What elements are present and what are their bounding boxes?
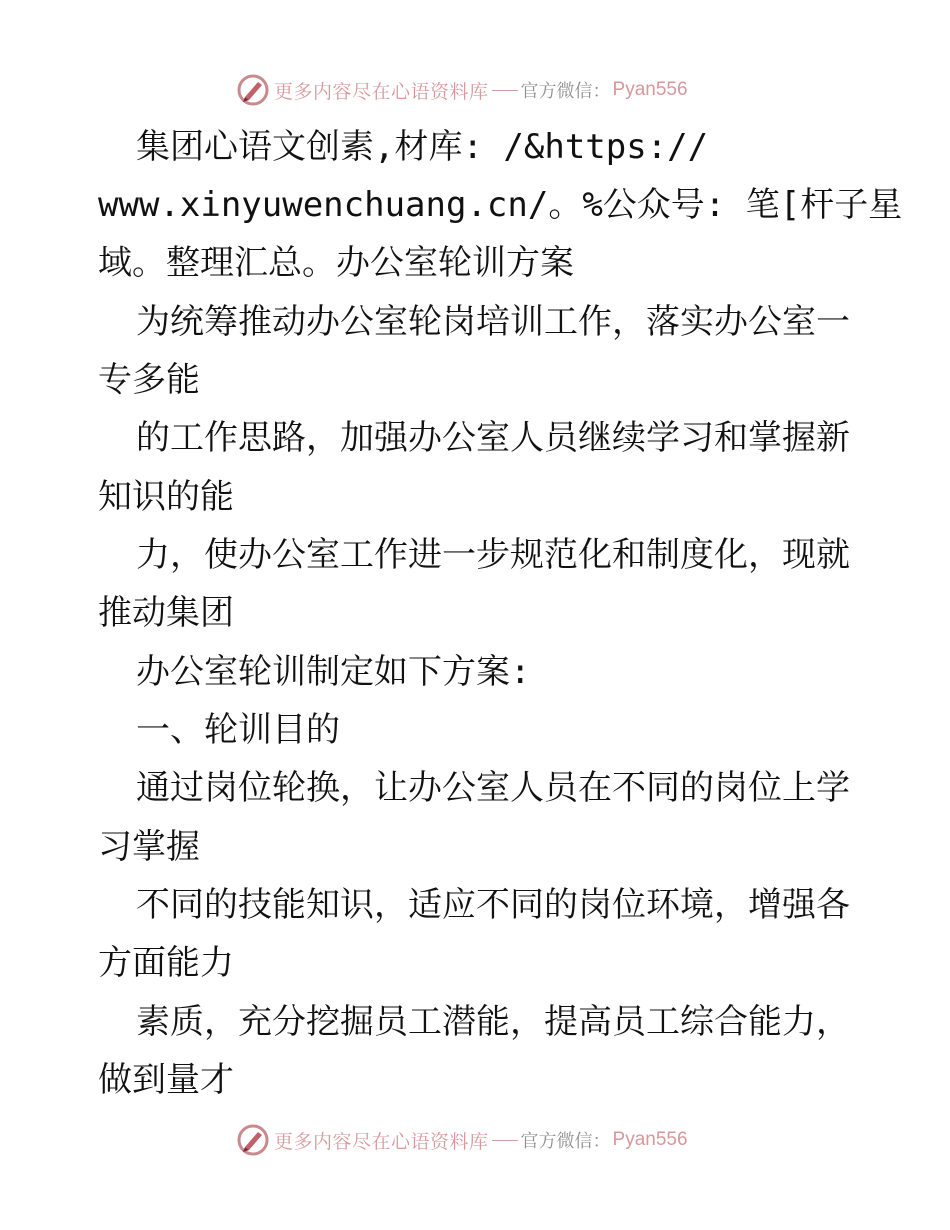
pen-logo-icon <box>236 1123 270 1157</box>
text-line: 知识的能 <box>98 477 234 517</box>
text-line: 办公室轮训制定如下方案: <box>136 652 531 692</box>
watermark-brand-text: 更多内容尽在心语资料库 <box>274 80 489 103</box>
text-line: 素质，充分挖掘员工潜能，提高员工综合能力， <box>136 1002 850 1042</box>
text-line: 专多能 <box>98 360 200 400</box>
text-line: 域。整理汇总。办公室轮训方案 <box>98 243 574 283</box>
watermark-wechat-id: Pyan556 <box>612 79 688 100</box>
watermark-brand-text: 更多内容尽在心语资料库 <box>274 1130 489 1153</box>
text-line: 力，使办公室工作进一步规范化和制度化，现就 <box>136 535 850 575</box>
text-line: 做到量才 <box>98 1060 234 1100</box>
footer-watermark <box>236 1123 688 1157</box>
text-line: 的工作思路，加强办公室人员继续学习和掌握新 <box>136 418 850 458</box>
text-line: 推动集团 <box>98 593 234 633</box>
watermark-dash <box>492 1140 518 1141</box>
text-line: 为统筹推动办公室轮岗培训工作，落实办公室一 <box>136 302 850 342</box>
watermark-wechat-id: Pyan556 <box>612 1129 688 1150</box>
text-line: 不同的技能知识，适应不同的岗位环境，增强各 <box>136 885 850 925</box>
watermark-label: 官方微信： <box>520 81 611 102</box>
pen-logo-icon <box>236 73 270 107</box>
text-line: 集团心语文创素,材库: /&https:// <box>136 127 709 167</box>
text-line: www.xinyuwenchuang.cn/。%公众号: 笔[杆子星 <box>98 185 903 225</box>
text-line: 习掌握 <box>98 827 200 867</box>
text-line: 一、轮训目的 <box>136 710 340 750</box>
header-watermark <box>236 73 688 107</box>
watermark-dash <box>492 90 518 91</box>
text-line: 方面能力 <box>98 943 234 983</box>
text-line: 通过岗位轮换，让办公室人员在不同的岗位上学 <box>136 768 850 808</box>
watermark-label: 官方微信： <box>520 1131 611 1152</box>
